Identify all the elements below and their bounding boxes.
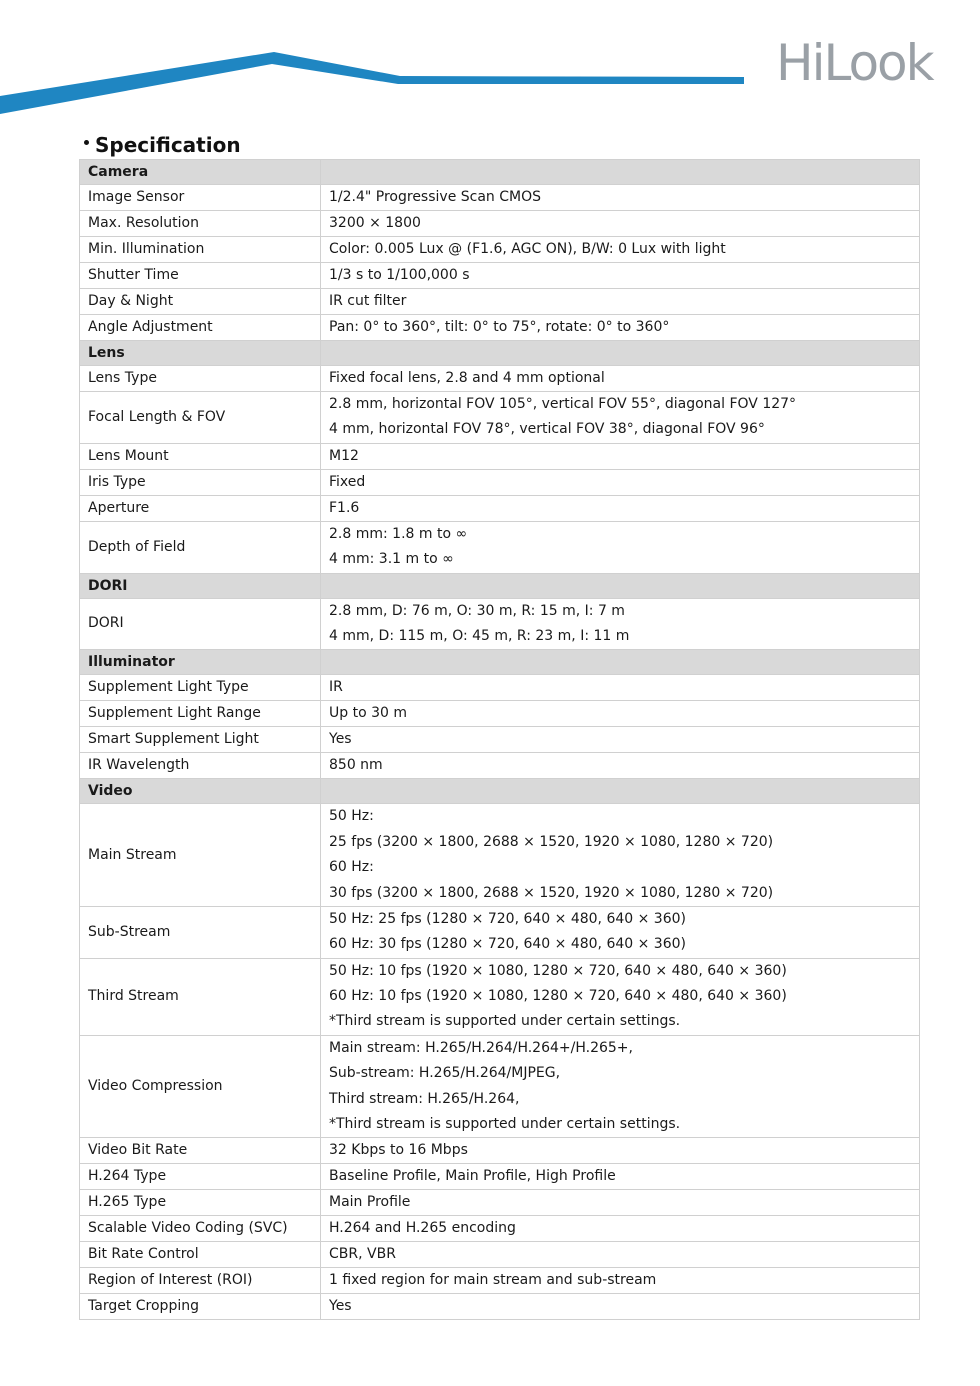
section-header: Illuminator	[80, 650, 321, 675]
spec-value: Fixed focal lens, 2.8 and 4 mm optional	[329, 370, 605, 386]
spec-value: 1/3 s to 1/100,000 s	[329, 267, 470, 283]
spec-row	[80, 315, 920, 341]
spec-row	[80, 1190, 920, 1216]
spec-value-cell	[321, 1190, 920, 1216]
spec-value: Color: 0.005 Lux @ (F1.6, AGC ON), B/W: 0 Lux with light	[329, 241, 726, 257]
spec-value: 3200 × 1800	[329, 215, 421, 231]
spec-value-cell	[321, 469, 920, 495]
spec-label: Bit Rate Control	[80, 1242, 321, 1268]
spec-value: Fixed	[329, 473, 366, 490]
spec-label: Day & Night	[80, 289, 321, 315]
spec-value: Main stream: H.265/H.264/H.264+/H.265+,	[329, 1039, 633, 1056]
spec-label: Supplement Light Range	[80, 701, 321, 727]
section-header: Lens	[80, 341, 321, 366]
spec-value: 25 fps (3200 × 1800, 2688 × 1520, 1920 × 1080, 1280 × 720)	[329, 833, 774, 850]
spec-value: 4 mm, D: 115 m, O: 45 m, R: 23 m, I: 11 m	[329, 627, 630, 644]
spec-value: 2.8 mm, horizontal FOV 105°, vertical FOV 55°, diagonal FOV 127°	[329, 396, 797, 412]
spec-row	[80, 185, 920, 211]
spec-row	[80, 366, 920, 392]
spec-label: Supplement Light Type	[80, 675, 321, 701]
spec-row	[80, 727, 920, 753]
spec-value: Yes	[329, 731, 352, 748]
spec-row	[80, 1294, 920, 1320]
spec-label: Aperture	[80, 495, 321, 521]
spec-value-cell	[321, 701, 920, 727]
section-header-spacer	[321, 779, 920, 804]
spec-value-cell	[321, 598, 920, 650]
spec-value: *Third stream is supported under certain settings.	[329, 1116, 681, 1133]
spec-row	[80, 753, 920, 779]
brand-logo-text: HiLook	[776, 34, 933, 92]
spec-row	[80, 675, 920, 701]
spec-row	[80, 958, 920, 1035]
spec-label: Video Compression	[80, 1035, 321, 1138]
spec-row	[80, 1216, 920, 1242]
spec-row	[80, 804, 920, 907]
spec-row	[80, 1035, 920, 1138]
spec-label: Main Stream	[80, 804, 321, 907]
spec-value: Up to 30 m	[329, 705, 407, 722]
spec-label: Smart Supplement Light	[80, 727, 321, 753]
spec-value-cell	[321, 443, 920, 469]
spec-value: 60 Hz:	[329, 859, 374, 876]
section-header-spacer	[321, 160, 920, 185]
spec-row	[80, 1164, 920, 1190]
section-header-row	[80, 573, 920, 598]
spec-label: Depth of Field	[80, 521, 321, 573]
spec-value-cell	[321, 1242, 920, 1268]
spec-value: 1 fixed region for main stream and sub-stream	[329, 1272, 657, 1289]
spec-value: 60 Hz: 30 fps (1280 × 720, 640 × 480, 640 × 360)	[329, 936, 686, 953]
spec-value-cell	[321, 263, 920, 289]
spec-value: M12	[329, 447, 359, 464]
spec-value-cell	[321, 1268, 920, 1294]
spec-label: H.264 Type	[80, 1164, 321, 1190]
spec-value-cell	[321, 906, 920, 958]
spec-label: Angle Adjustment	[80, 315, 321, 341]
section-header: Video	[80, 779, 321, 804]
spec-value: 50 Hz: 25 fps (1280 × 720, 640 × 480, 640 × 360)	[329, 910, 686, 927]
spec-value: 30 fps (3200 × 1800, 2688 × 1520, 1920 × 1080, 1280 × 720)	[329, 884, 774, 901]
spec-value: Baseline Profile, Main Profile, High Profile	[329, 1168, 616, 1185]
spec-label: Sub-Stream	[80, 906, 321, 958]
spec-value-cell	[321, 804, 920, 907]
spec-value: Yes	[329, 1298, 352, 1315]
section-header: Camera	[80, 160, 321, 185]
spec-row	[80, 211, 920, 237]
spec-row	[80, 701, 920, 727]
spec-value-cell	[321, 727, 920, 753]
spec-row	[80, 469, 920, 495]
spec-row	[80, 263, 920, 289]
spec-value-cell	[321, 1164, 920, 1190]
spec-row	[80, 495, 920, 521]
spec-value-cell	[321, 1035, 920, 1138]
spec-value-cell	[321, 1294, 920, 1320]
spec-value-cell	[321, 495, 920, 521]
spec-label: Min. Illumination	[80, 237, 321, 263]
header-swoosh-shape	[0, 52, 744, 114]
spec-value-cell	[321, 1138, 920, 1164]
spec-value-cell	[321, 185, 920, 211]
spec-value: Main Profile	[329, 1194, 411, 1211]
spec-row	[80, 521, 920, 573]
spec-value-cell	[321, 753, 920, 779]
spec-value: IR cut filter	[329, 293, 407, 309]
spec-label: Video Bit Rate	[80, 1138, 321, 1164]
section-header-row	[80, 779, 920, 804]
spec-value: 4 mm, horizontal FOV 78°, vertical FOV 38°, diagonal FOV 96°	[329, 421, 765, 438]
spec-label: Third Stream	[80, 958, 321, 1035]
spec-label: Region of Interest (ROI)	[80, 1268, 321, 1294]
spec-value: 4 mm: 3.1 m to ∞	[329, 551, 454, 568]
spec-value: 50 Hz:	[329, 808, 374, 825]
spec-label: IR Wavelength	[80, 753, 321, 779]
spec-label: Focal Length & FOV	[80, 392, 321, 444]
spec-value: Third stream: H.265/H.264,	[329, 1090, 520, 1107]
spec-value: 1/2.4" Progressive Scan CMOS	[329, 189, 542, 205]
spec-value-cell	[321, 521, 920, 573]
spec-row	[80, 598, 920, 650]
spec-value: 2.8 mm, D: 76 m, O: 30 m, R: 15 m, I: 7 m	[329, 602, 625, 619]
spec-value-cell	[321, 958, 920, 1035]
spec-value-cell	[321, 392, 920, 444]
spec-value: IR	[329, 679, 343, 696]
spec-label: Lens Type	[80, 366, 321, 392]
spec-row	[80, 443, 920, 469]
spec-value-cell	[321, 315, 920, 341]
spec-value: H.264 and H.265 encoding	[329, 1220, 516, 1237]
spec-value: 32 Kbps to 16 Mbps	[329, 1142, 468, 1159]
spec-row	[80, 1138, 920, 1164]
section-header-spacer	[321, 650, 920, 675]
spec-label: DORI	[80, 598, 321, 650]
spec-value: 50 Hz: 10 fps (1920 × 1080, 1280 × 720, 640 × 480, 640 × 360)	[329, 962, 787, 979]
spec-value: Pan: 0° to 360°, tilt: 0° to 75°, rotate: 0° to 360°	[329, 319, 670, 335]
spec-value: 850 nm	[329, 757, 383, 774]
spec-value: CBR, VBR	[329, 1246, 396, 1263]
page-title-text: Specification	[95, 133, 241, 157]
section-header-row	[80, 160, 920, 185]
brand-logo	[776, 34, 933, 92]
bullet-icon	[84, 140, 89, 145]
spec-value-cell	[321, 289, 920, 315]
spec-row	[80, 906, 920, 958]
spec-row	[80, 289, 920, 315]
spec-value-cell	[321, 1216, 920, 1242]
spec-table	[79, 159, 920, 1320]
spec-value: *Third stream is supported under certain settings.	[329, 1013, 681, 1030]
section-header-spacer	[321, 341, 920, 366]
section-header-row	[80, 341, 920, 366]
spec-label: Target Cropping	[80, 1294, 321, 1320]
spec-value: 2.8 mm: 1.8 m to ∞	[329, 525, 468, 542]
spec-value-cell	[321, 366, 920, 392]
spec-value-cell	[321, 675, 920, 701]
spec-label: Max. Resolution	[80, 211, 321, 237]
spec-row	[80, 1268, 920, 1294]
spec-row	[80, 1242, 920, 1268]
spec-label: Shutter Time	[80, 263, 321, 289]
spec-value: 60 Hz: 10 fps (1920 × 1080, 1280 × 720, 640 × 480, 640 × 360)	[329, 988, 787, 1005]
section-header-spacer	[321, 573, 920, 598]
spec-label: Iris Type	[80, 469, 321, 495]
spec-row	[80, 237, 920, 263]
spec-label: Lens Mount	[80, 443, 321, 469]
spec-row	[80, 392, 920, 444]
section-header: DORI	[80, 573, 321, 598]
page-title	[84, 133, 241, 157]
spec-label: Scalable Video Coding (SVC)	[80, 1216, 321, 1242]
spec-value: Sub-stream: H.265/H.264/MJPEG,	[329, 1065, 561, 1082]
spec-label: Image Sensor	[80, 185, 321, 211]
spec-value: F1.6	[329, 499, 360, 516]
section-header-row	[80, 650, 920, 675]
spec-value-cell	[321, 237, 920, 263]
spec-label: H.265 Type	[80, 1190, 321, 1216]
spec-value-cell	[321, 211, 920, 237]
